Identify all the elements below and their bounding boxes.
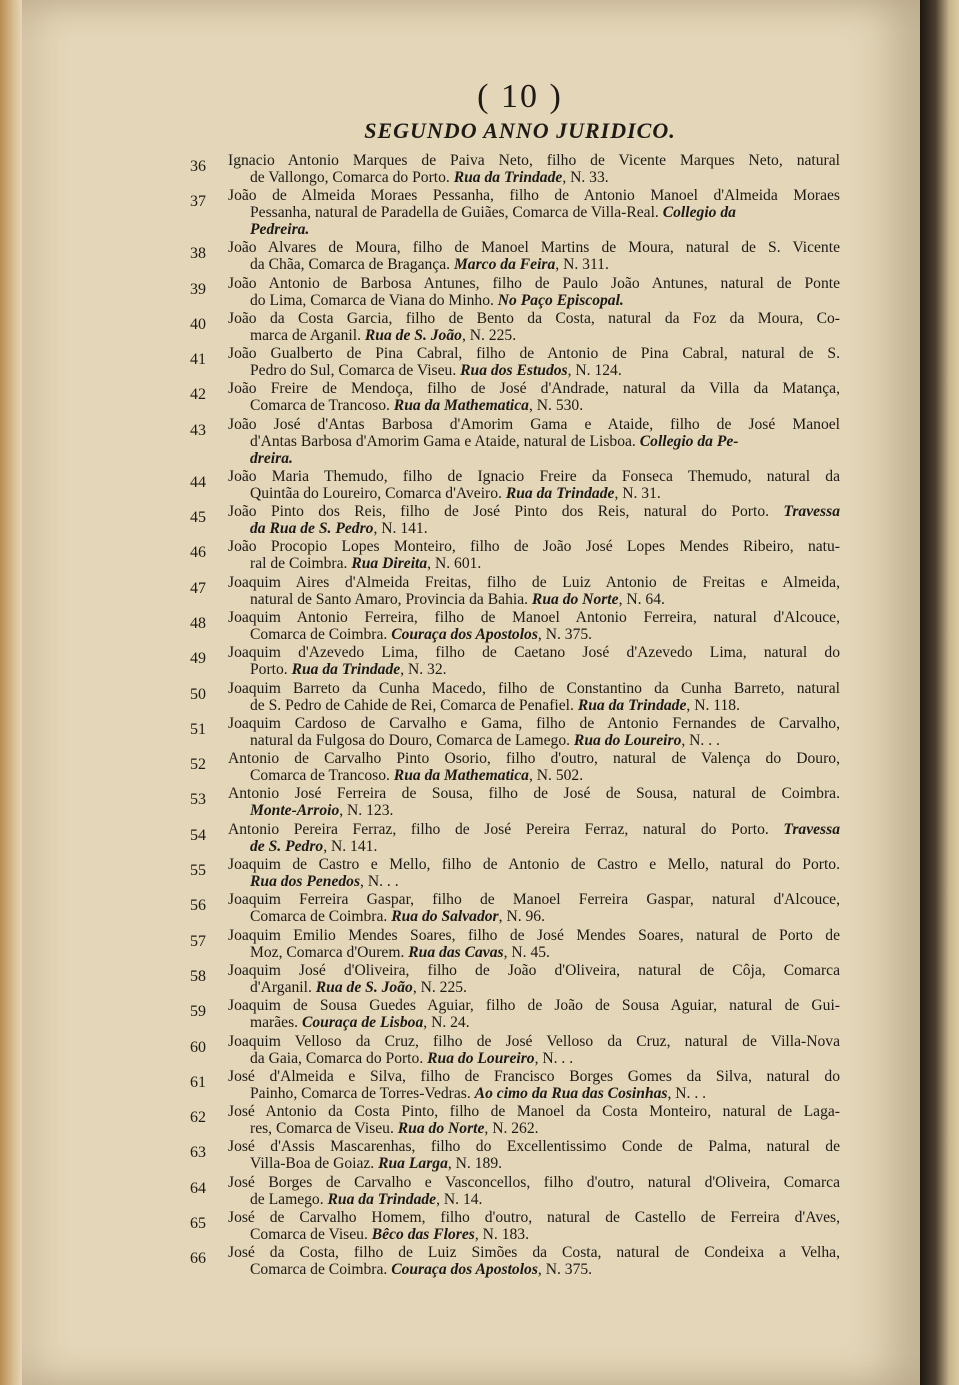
list-item bbox=[190, 275, 840, 310]
entry-number: 51 bbox=[190, 720, 206, 738]
entry-number-tail: , N. 123. bbox=[339, 802, 394, 820]
entry-number-tail: , N. 118. bbox=[686, 696, 740, 714]
entry-line bbox=[228, 468, 840, 486]
entry-address: Marco da Feira bbox=[453, 256, 556, 274]
entry-text: ral de Coimbra. bbox=[250, 555, 348, 573]
entry-text: João José d'Antas Barbosa d'Amorim Gama e Ataide, filho de José Manoel bbox=[228, 415, 840, 433]
entry-text: d'Arganil. bbox=[250, 978, 312, 996]
entry-text: José de Carvalho Homem, filho d'outro, natural de Castello de Ferreira d'Aves, bbox=[228, 1209, 840, 1227]
entry-line bbox=[228, 997, 840, 1015]
entry-line bbox=[228, 416, 840, 434]
entry-address: Rua dos Estudos bbox=[460, 362, 568, 380]
entry-text: de S. Pedro de Cahide de Rei, Comarca de Penafiel. bbox=[250, 696, 574, 714]
entry-line bbox=[250, 362, 840, 380]
entry-line bbox=[250, 591, 840, 609]
entry-address: Rua do Norte bbox=[531, 590, 619, 608]
entry-line bbox=[250, 802, 840, 820]
entry-line bbox=[250, 485, 840, 503]
entry-number-tail: , N. 375. bbox=[537, 625, 593, 643]
entry-number: 53 bbox=[190, 791, 206, 809]
entry-text: Comarca de Trancoso. bbox=[250, 767, 390, 785]
entry-number: 61 bbox=[190, 1073, 206, 1091]
entry-line bbox=[228, 310, 840, 328]
entry-number: 46 bbox=[190, 544, 206, 562]
list-item bbox=[190, 856, 840, 891]
entry-text: José d'Almeida e Silva, filho de Francisco Borges Gomes da Silva, natural do bbox=[228, 1067, 840, 1085]
entry-address: Rua da Trindade bbox=[327, 1190, 437, 1208]
list-item bbox=[190, 380, 840, 415]
entry-line bbox=[250, 169, 840, 187]
entry-address: Bêco das Flores bbox=[371, 1226, 475, 1244]
list-item bbox=[190, 1174, 840, 1209]
entry-number: 41 bbox=[190, 351, 206, 369]
entry-text: Moz, Comarca d'Ourem. bbox=[250, 943, 405, 961]
entry-text: Comarca de Viseu. bbox=[250, 1226, 368, 1244]
entry-address: Rua da Trindade bbox=[453, 169, 563, 186]
entry-text: Ignacio Antonio Marques de Paiva Neto, filho de Vicente Marques Neto, natural bbox=[228, 152, 840, 169]
entry-line bbox=[228, 1033, 840, 1051]
entry-text: Joaquim Antonio Ferreira, filho de Manoel Antonio Ferreira, natural d'Alcouce, bbox=[228, 608, 840, 626]
entry-line bbox=[228, 1103, 840, 1121]
entry-line bbox=[250, 661, 840, 679]
entry-text: natural de Santo Amaro, Provincia da Bahia. bbox=[250, 590, 529, 608]
entry-line bbox=[228, 1209, 840, 1227]
entry-text: Joaquim d'Azevedo Lima, filho de Caetano José d'Azevedo Lima, natural do bbox=[228, 644, 840, 662]
entry-line bbox=[228, 609, 840, 627]
list-item bbox=[190, 1138, 840, 1173]
list-item bbox=[190, 1244, 840, 1279]
entry-line bbox=[228, 1068, 840, 1086]
entry-number-tail: , N. 14. bbox=[436, 1190, 483, 1208]
entry-number: 57 bbox=[190, 932, 206, 950]
list-item bbox=[190, 310, 840, 345]
entry-number: 59 bbox=[190, 1003, 206, 1021]
entry-number-tail: , N. 64. bbox=[618, 590, 665, 608]
book-spine bbox=[920, 0, 959, 1385]
entry-address: Collegio da Pe- bbox=[639, 432, 739, 450]
entry-text: Pedro do Sul, Comarca de Viseu. bbox=[250, 362, 457, 380]
entry-line bbox=[228, 962, 840, 980]
list-item bbox=[190, 152, 840, 187]
entry-number: 66 bbox=[190, 1250, 206, 1268]
entry-address: Rua do Norte bbox=[397, 1120, 485, 1138]
entry-text: natural da Fulgosa do Douro, Comarca de Lamego. bbox=[250, 731, 571, 749]
entry-number-tail: , N. 375. bbox=[537, 1261, 593, 1279]
list-item bbox=[190, 644, 840, 679]
entry-line bbox=[250, 292, 840, 310]
entry-number: 39 bbox=[190, 280, 206, 298]
entry-number: 49 bbox=[190, 650, 206, 668]
entry-text: Antonio José Ferreira de Sousa, filho de José de Sousa, natural de Coimbra. bbox=[228, 785, 840, 803]
entry-text: de Lamego. bbox=[250, 1190, 324, 1208]
page-edge bbox=[0, 0, 22, 1385]
entry-text: João Antonio de Barbosa Antunes, filho de Paulo João Antunes, natural de Ponte bbox=[228, 274, 840, 292]
entry-number-tail: , N. 32. bbox=[400, 661, 447, 679]
entry-text: Antonio de Carvalho Pinto Osorio, filho d'outro, natural de Valença do Douro, bbox=[228, 750, 840, 768]
entry-text: Joaquim de Castro e Mello, filho de Antonio de Castro e Mello, natural do Porto. bbox=[228, 856, 840, 874]
entry-line bbox=[250, 873, 840, 891]
section-title: SEGUNDO ANNO JURIDICO. bbox=[364, 118, 676, 143]
entry-text: Joaquim de Sousa Guedes Aguiar, filho de João de Sousa Aguiar, natural de Gui- bbox=[228, 997, 840, 1015]
list-item bbox=[190, 927, 840, 962]
entry-text: Comarca de Coimbra. bbox=[250, 1261, 388, 1279]
entry-text: Joaquim Aires d'Almeida Freitas, filho de Luiz Antonio de Freitas e Almeida, bbox=[228, 573, 840, 591]
entry-number: 50 bbox=[190, 685, 206, 703]
entry-text: Comarca de Coimbra. bbox=[250, 625, 388, 643]
entry-address: Rua do Loureiro bbox=[427, 1049, 535, 1067]
entry-number-tail: , N. 601. bbox=[427, 555, 482, 573]
entry-text: João Alvares de Moura, filho de Manoel Martins de Moura, natural de S. Vicente bbox=[228, 239, 840, 257]
entry-number-tail: , N. 31. bbox=[614, 484, 661, 502]
entry-line bbox=[250, 944, 840, 962]
entry-address: da Rua de S. Pedro bbox=[250, 520, 374, 538]
entry-address: Travessa bbox=[783, 503, 840, 521]
list-item bbox=[190, 416, 840, 468]
entry-line bbox=[250, 256, 840, 274]
entry-number: 63 bbox=[190, 1144, 206, 1162]
entry-line bbox=[228, 503, 840, 521]
entry-address: dreira. bbox=[250, 449, 293, 467]
entry-text: Painho, Comarca de Torres-Vedras. bbox=[250, 1084, 471, 1102]
entry-text: Comarca de Coimbra. bbox=[250, 908, 388, 926]
entry-line bbox=[250, 908, 840, 926]
entry-line bbox=[250, 433, 840, 451]
entry-line bbox=[250, 1014, 840, 1032]
entry-line bbox=[250, 626, 840, 644]
entry-line bbox=[250, 555, 840, 573]
entry-address: Collegio da bbox=[662, 204, 736, 222]
entry-number-tail: , N. 183. bbox=[474, 1226, 530, 1244]
entry-number: 43 bbox=[190, 421, 206, 439]
entry-line bbox=[250, 1261, 840, 1279]
entry-line bbox=[228, 715, 840, 733]
entry-number: 52 bbox=[190, 756, 206, 774]
list-item bbox=[190, 538, 840, 573]
entry-line bbox=[228, 927, 840, 945]
list-item bbox=[190, 503, 840, 538]
list-item bbox=[190, 997, 840, 1032]
entry-line bbox=[250, 732, 840, 750]
entry-number: 37 bbox=[190, 193, 206, 211]
entry-address: Pedreira. bbox=[250, 221, 310, 239]
entry-number: 44 bbox=[190, 473, 206, 491]
list-item bbox=[190, 187, 840, 239]
entry-line bbox=[250, 767, 840, 785]
student-list bbox=[190, 152, 840, 1280]
entry-address: Rua de S. João bbox=[364, 326, 462, 344]
entry-line bbox=[228, 785, 840, 803]
entry-address: Rua da Mathematica bbox=[393, 767, 529, 785]
entry-number-tail: , N. 45. bbox=[503, 943, 550, 961]
entry-number-tail: , N. 225. bbox=[412, 978, 467, 996]
entry-address: Rua dos Penedos bbox=[250, 873, 361, 891]
entry-number-tail: , N. 311. bbox=[555, 256, 609, 274]
entry-number-tail: , N. . . bbox=[534, 1049, 574, 1067]
entry-address: Rua da Trindade bbox=[291, 661, 401, 679]
entry-address: Rua das Cavas bbox=[408, 943, 504, 961]
entry-line bbox=[228, 574, 840, 592]
entry-line bbox=[250, 1155, 840, 1173]
entry-line bbox=[228, 821, 840, 839]
entry-number: 55 bbox=[190, 862, 206, 880]
entry-address: de S. Pedro bbox=[250, 837, 324, 855]
entry-number-tail: , N. 502. bbox=[528, 767, 584, 785]
list-item bbox=[190, 962, 840, 997]
entry-line bbox=[228, 680, 840, 698]
entry-line bbox=[228, 380, 840, 398]
entry-text: Quintãa do Loureiro, Comarca d'Aveiro. bbox=[250, 484, 502, 502]
list-item bbox=[190, 468, 840, 503]
entry-number-tail: , N. 124. bbox=[567, 362, 622, 380]
entry-number: 40 bbox=[190, 315, 206, 333]
entry-text: da Gaia, Comarca do Porto. bbox=[250, 1049, 424, 1067]
list-item bbox=[190, 891, 840, 926]
entry-address: Couraça dos Apostolos bbox=[391, 625, 538, 643]
list-item bbox=[190, 680, 840, 715]
entry-number-tail: , N. 24. bbox=[423, 1014, 470, 1032]
entry-text: de Vallongo, Comarca do Porto. bbox=[250, 169, 450, 186]
entry-number: 65 bbox=[190, 1215, 206, 1233]
entry-line bbox=[250, 838, 840, 856]
list-item bbox=[190, 1209, 840, 1244]
entry-number-tail: , N. . . bbox=[667, 1084, 707, 1102]
entry-address: Rua da Mathematica bbox=[393, 397, 529, 415]
entry-number: 58 bbox=[190, 967, 206, 985]
entry-address: Rua de S. João bbox=[315, 978, 413, 996]
entry-number: 38 bbox=[190, 245, 206, 263]
entry-address: Rua do Loureiro bbox=[573, 731, 682, 749]
entry-text: Joaquim Cardoso de Carvalho e Gama, filho de Antonio Fernandes de Carvalho, bbox=[228, 714, 840, 732]
entry-number-tail: , N. 225. bbox=[461, 326, 517, 344]
entry-address: Rua Larga bbox=[378, 1155, 448, 1173]
entry-address: Ao cimo da Rua das Cosinhas bbox=[474, 1084, 668, 1102]
entry-number: 54 bbox=[190, 826, 206, 844]
entry-address: Couraça dos Apostolos bbox=[391, 1261, 538, 1279]
entry-number-tail: , N. . . bbox=[360, 873, 399, 891]
page-number: ( 10 ) bbox=[477, 78, 563, 115]
entry-number: 48 bbox=[190, 614, 206, 632]
entry-number: 47 bbox=[190, 579, 206, 597]
list-item bbox=[190, 785, 840, 820]
entry-line bbox=[250, 979, 840, 997]
entry-number-tail: , N. 141. bbox=[323, 837, 378, 855]
list-item bbox=[190, 1033, 840, 1068]
entry-text: Pessanha, natural de Paradella de Guiães, Comarca de Villa-Real. bbox=[250, 204, 659, 222]
list-item bbox=[190, 574, 840, 609]
entry-text: José Borges de Carvalho e Vasconcellos, filho d'outro, natural d'Oliveira, Comarca bbox=[228, 1173, 840, 1191]
entry-text: João Freire de Mendoça, filho de José d'Andrade, natural da Villa da Matança, bbox=[228, 380, 840, 398]
entry-text: d'Antas Barbosa d'Amorim Gama e Ataide, natural de Lisboa. bbox=[250, 432, 636, 450]
page-header bbox=[0, 78, 959, 144]
entry-line bbox=[228, 275, 840, 293]
entry-address: Monte-Arroio bbox=[250, 802, 340, 820]
entry-text: José d'Assis Mascarenhas, filho do Excellentissimo Conde de Palma, natural de bbox=[228, 1138, 840, 1156]
entry-line bbox=[250, 1120, 840, 1138]
entry-number: 64 bbox=[190, 1179, 206, 1197]
entry-line bbox=[228, 345, 840, 363]
entry-address: Rua Direita bbox=[351, 555, 428, 573]
entry-number: 60 bbox=[190, 1038, 206, 1056]
entry-text: José Antonio da Costa Pinto, filho de Manoel da Costa Monteiro, natural de Laga- bbox=[228, 1103, 840, 1121]
entry-text: Porto. bbox=[250, 661, 288, 679]
entry-address: Rua do Salvador bbox=[391, 908, 499, 926]
entry-address: Rua da Trindade bbox=[505, 484, 615, 502]
entry-line bbox=[250, 1050, 840, 1068]
entry-line bbox=[228, 644, 840, 662]
entry-line bbox=[228, 152, 840, 170]
entry-line bbox=[228, 538, 840, 556]
list-item bbox=[190, 821, 840, 856]
list-item bbox=[190, 239, 840, 274]
entry-line bbox=[228, 856, 840, 874]
list-item bbox=[190, 750, 840, 785]
entry-number: 45 bbox=[190, 509, 206, 527]
entry-address: Rua da Trindade bbox=[577, 696, 687, 714]
entry-line bbox=[250, 397, 840, 415]
entry-line bbox=[228, 1174, 840, 1192]
entry-line bbox=[250, 1226, 840, 1244]
entry-line bbox=[250, 221, 840, 239]
entry-text: João Maria Themudo, filho de Ignacio Freire da Fonseca Themudo, natural da bbox=[228, 467, 840, 485]
entry-text: res, Comarca de Viseu. bbox=[250, 1120, 394, 1138]
entry-text: marães. bbox=[250, 1014, 299, 1032]
list-item bbox=[190, 1103, 840, 1138]
entry-line bbox=[250, 1191, 840, 1209]
entry-number-tail: , N. 33. bbox=[562, 169, 609, 186]
entry-line bbox=[228, 187, 840, 205]
entry-text: João Gualberto de Pina Cabral, filho de Antonio de Pina Cabral, natural de S. bbox=[228, 345, 840, 363]
entry-number-tail: , N. 96. bbox=[498, 908, 545, 926]
entry-line bbox=[228, 1244, 840, 1262]
entry-number: 36 bbox=[190, 158, 206, 175]
entry-text: João da Costa Garcia, filho de Bento da Costa, natural da Foz da Moura, Co- bbox=[228, 309, 840, 327]
entry-line bbox=[228, 239, 840, 257]
entry-text: João de Almeida Moraes Pessanha, filho de Antonio Manoel d'Almeida Moraes bbox=[228, 187, 840, 205]
entry-line bbox=[250, 1085, 840, 1103]
entry-address: No Paço Episcopal. bbox=[497, 291, 624, 309]
entry-address: Couraça de Lisboa bbox=[301, 1014, 424, 1032]
entry-number-tail: , N. 189. bbox=[447, 1155, 503, 1173]
entry-text: Joaquim Ferreira Gaspar, filho de Manoel Ferreira Gaspar, natural d'Alcouce, bbox=[228, 891, 840, 909]
list-item bbox=[190, 1068, 840, 1103]
list-item bbox=[190, 609, 840, 644]
entry-line bbox=[250, 204, 840, 222]
entry-number: 62 bbox=[190, 1109, 206, 1127]
entry-text: Joaquim Barreto da Cunha Macedo, filho de Constantino da Cunha Barreto, natural bbox=[228, 679, 840, 697]
entry-number-tail: , N. . . bbox=[681, 731, 720, 749]
list-item bbox=[190, 715, 840, 750]
entry-line bbox=[250, 520, 840, 538]
entry-text: Joaquim Velloso da Cruz, filho de José Velloso da Cruz, natural de Villa-Nova bbox=[228, 1032, 840, 1050]
entry-address: Travessa bbox=[783, 820, 840, 838]
entry-line bbox=[250, 327, 840, 345]
entry-text: João Procopio Lopes Monteiro, filho de João José Lopes Mendes Ribeiro, natu- bbox=[228, 538, 840, 556]
entry-text: Villa-Boa de Goiaz. bbox=[250, 1155, 375, 1173]
entry-number: 42 bbox=[190, 386, 206, 404]
entry-number-tail: , N. 141. bbox=[373, 520, 428, 538]
entry-text: da Chãa, Comarca de Bragança. bbox=[250, 256, 451, 274]
entry-text: do Lima, Comarca de Viana do Minho. bbox=[250, 291, 494, 309]
entry-line bbox=[228, 750, 840, 768]
entry-line bbox=[250, 450, 840, 468]
entry-number: 56 bbox=[190, 897, 206, 915]
entry-line bbox=[228, 891, 840, 909]
entry-number-tail: , N. 262. bbox=[484, 1120, 539, 1138]
entry-text: Joaquim José d'Oliveira, filho de João d'Oliveira, natural de Côja, Comarca bbox=[228, 961, 840, 979]
entry-line bbox=[228, 1138, 840, 1156]
entry-text: Joaquim Emilio Mendes Soares, filho de José Mendes Soares, natural de Porto de bbox=[228, 926, 840, 944]
entry-text: marca de Arganil. bbox=[250, 326, 361, 344]
entry-text: Comarca de Trancoso. bbox=[250, 397, 390, 415]
entry-line bbox=[250, 697, 840, 715]
entry-text: José da Costa, filho de Luiz Simões da Costa, natural de Condeixa a Velha, bbox=[228, 1244, 840, 1262]
entry-number-tail: , N. 530. bbox=[528, 397, 584, 415]
list-item bbox=[190, 345, 840, 380]
entry-text: João Pinto dos Reis, filho de José Pinto dos Reis, natural do Porto. bbox=[228, 503, 770, 521]
entry-text: Antonio Pereira Ferraz, filho de José Pereira Ferraz, natural do Porto. bbox=[228, 820, 769, 838]
